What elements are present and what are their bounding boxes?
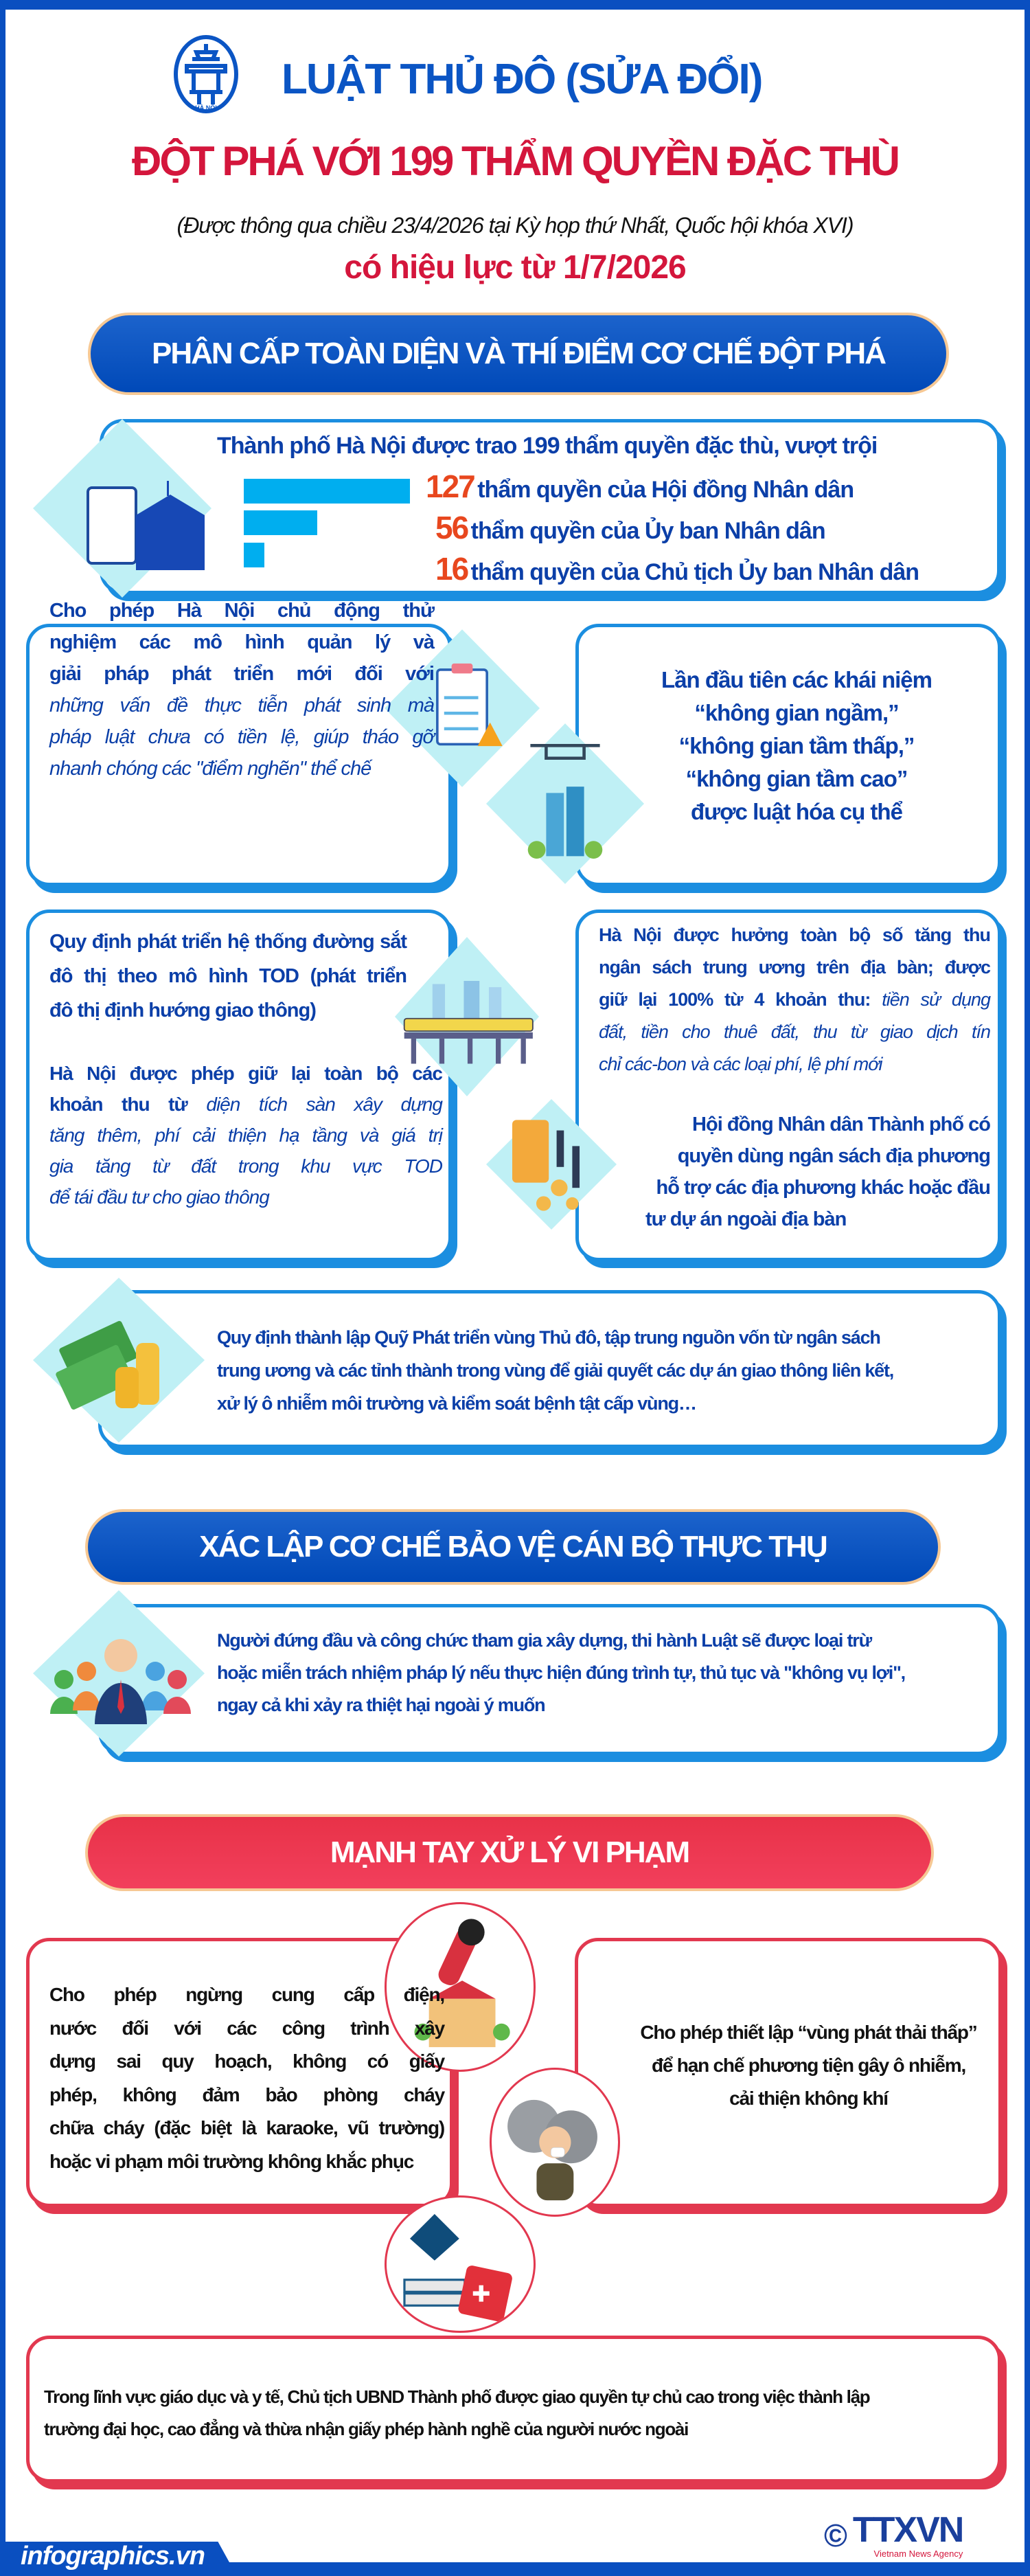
text-segment: khoản thu từ bbox=[49, 1094, 207, 1115]
agency-name: TTXVN bbox=[852, 2510, 963, 2550]
power-row bbox=[426, 511, 989, 552]
space-text bbox=[645, 664, 948, 828]
effective-date: có hiệu lực từ 1/7/2026 bbox=[344, 249, 686, 286]
section-title: PHÂN CẤP TOÀN DIỆN VÀ THÍ ĐIỂM CƠ CHẾ ĐỘT PHÁ bbox=[152, 337, 885, 370]
education-text bbox=[44, 2381, 995, 2445]
text-segment: quyền dùng ngân sách địa phương bbox=[677, 1145, 990, 1167]
tod-revenue-text bbox=[49, 1058, 442, 1212]
text-line bbox=[44, 2413, 995, 2445]
power-count: 127 bbox=[426, 468, 474, 504]
text-line bbox=[599, 1048, 990, 1081]
headline: ĐỘT PHÁ VỚI 199 THẨM QUYỀN ĐẶC THÙ bbox=[132, 138, 898, 184]
section-title: XÁC LẬP CƠ CHẾ BẢO VỆ CÁN BỘ THỰC THỤ bbox=[199, 1530, 827, 1563]
text-segment: giữ lại 100% từ 4 khoản thu: bbox=[599, 989, 882, 1010]
text-line bbox=[618, 1172, 990, 1204]
text-line bbox=[49, 690, 434, 721]
text-line bbox=[217, 1354, 993, 1387]
text-line bbox=[49, 1120, 442, 1151]
text-segment: dựng sai quy hoạch, không có giấy bbox=[49, 2050, 444, 2072]
text-segment: được luật hóa cụ thể bbox=[691, 799, 902, 824]
text-segment: Người đứng đầu và công chức tham gia xây dựng, thi hành Luật sẽ được loại trừ bbox=[217, 1630, 871, 1651]
section-banner-protection bbox=[85, 1509, 941, 1585]
text-line bbox=[49, 595, 434, 626]
bar-hdnd bbox=[244, 479, 410, 504]
text-segment: trường đại học, cao đẳng và thừa nhận giấy phép hành nghề của người nước ngoài bbox=[44, 2419, 689, 2439]
text-line bbox=[49, 1151, 442, 1182]
text-segment: đất, tiền cho thuê đất, thu từ giao dịch tín bbox=[599, 1021, 990, 1042]
text-segment: pháp luật chưa có tiền lệ, giúp tháo gỡ bbox=[49, 726, 434, 748]
education-health-icon bbox=[385, 2195, 536, 2333]
agency-subtitle: Vietnam News Agency bbox=[873, 2549, 963, 2559]
text-line bbox=[618, 1109, 990, 1140]
money-coins-icon bbox=[33, 1278, 205, 1443]
text-segment: hỗ trợ các địa phương khác hoặc đầu bbox=[656, 1177, 990, 1199]
text-line bbox=[625, 2049, 992, 2082]
rules-building-icon bbox=[33, 419, 211, 598]
site-link[interactable]: infographics.vn bbox=[21, 2542, 205, 2571]
text-segment: Quy định phát triển hệ thống đường sắt bbox=[49, 931, 407, 953]
text-line bbox=[49, 626, 434, 658]
text-segment: để hạn chế phương tiện gây ô nhiễm, bbox=[651, 2055, 966, 2076]
text-segment: Cho phép Hà Nội chủ động thử bbox=[49, 600, 434, 622]
text-segment: tăng thêm, phí cải thiện hạ tầng và giá trị bbox=[49, 1125, 442, 1146]
text-line bbox=[49, 925, 407, 959]
power-count: 16 bbox=[435, 551, 468, 587]
text-line bbox=[599, 951, 990, 984]
subtitle: (Được thông qua chiều 23/4/2026 tại Kỳ họp thứ Nhất, Quốc hội khóa XVI) bbox=[176, 213, 854, 238]
power-label: thẩm quyền của Ủy ban Nhân dân bbox=[470, 518, 825, 544]
text-segment: nhanh chóng các "điểm nghẽn" thể chế bbox=[49, 758, 371, 780]
text-line bbox=[49, 753, 434, 784]
air-pollution-icon bbox=[490, 2068, 620, 2217]
tod-text bbox=[49, 925, 407, 1028]
text-line bbox=[49, 721, 434, 753]
text-segment: Lần đầu tiên các khái niệm bbox=[661, 667, 932, 692]
text-line bbox=[217, 1321, 993, 1354]
text-segment: Quy định thành lập Quỹ Phát triển vùng Thủ đô, tập trung nguồn vốn từ ngân sách bbox=[217, 1327, 880, 1348]
text-line bbox=[645, 664, 948, 697]
budget-text bbox=[599, 919, 990, 1081]
text-line bbox=[49, 2045, 444, 2079]
section-title: MẠNH TAY XỬ LÝ VI PHẠM bbox=[330, 1835, 689, 1869]
budget-meeting-icon bbox=[486, 1085, 617, 1243]
power-row bbox=[426, 470, 989, 511]
power-row bbox=[426, 552, 989, 594]
text-segment: nước đối với các công trình xây bbox=[49, 2017, 444, 2039]
text-line bbox=[49, 1089, 442, 1120]
text-line bbox=[217, 1689, 993, 1721]
text-segment: Cho phép ngừng cung cấp điện, bbox=[49, 1984, 444, 2005]
text-line bbox=[49, 959, 407, 993]
text-segment: Hội đồng Nhân dân Thành phố có bbox=[692, 1114, 990, 1136]
text-segment: Hà Nội được hưởng toàn bộ số tăng thu bbox=[599, 925, 990, 945]
text-segment: Cho phép thiết lập “vùng phát thải thấp” bbox=[640, 2022, 977, 2043]
text-line bbox=[618, 1204, 990, 1235]
text-segment: ngay cả khi xảy ra thiệt hại ngoài ý muốn bbox=[217, 1695, 545, 1715]
text-line bbox=[645, 730, 948, 762]
text-line bbox=[645, 795, 948, 828]
text-line bbox=[49, 1058, 442, 1089]
text-line bbox=[217, 1657, 993, 1689]
utilities-text bbox=[49, 1978, 444, 2178]
svg-text:HÀ NỘI: HÀ NỘI bbox=[195, 104, 217, 111]
text-segment: để tái đầu tư cho giao thông bbox=[49, 1186, 269, 1208]
text-segment: gia tăng từ đất trong khu vực TOD bbox=[49, 1155, 442, 1177]
text-line bbox=[49, 993, 407, 1028]
text-line bbox=[49, 2079, 444, 2112]
text-segment: hoặc vi phạm môi trường không khắc phục bbox=[49, 2150, 414, 2172]
council-text bbox=[618, 1109, 990, 1235]
text-segment: xử lý ô nhiễm môi trường và kiểm soát bệnh tật cấp vùng… bbox=[217, 1393, 696, 1414]
fund-text bbox=[217, 1321, 993, 1420]
text-line bbox=[599, 919, 990, 951]
text-line bbox=[49, 1978, 444, 2012]
text-line bbox=[645, 697, 948, 730]
text-segment: trung ương và các tỉnh thành trong vùng để giải quyết các dự án giao thông liên kết, bbox=[217, 1360, 894, 1381]
ttxvn-logo bbox=[824, 2511, 1009, 2559]
text-line bbox=[49, 2145, 444, 2179]
text-segment: giải pháp phát triển mới đối với bbox=[49, 663, 434, 685]
power-label: thẩm quyền của Hội đồng Nhân dân bbox=[477, 477, 854, 503]
text-segment: ngân sách trung ương trên địa bàn; được bbox=[599, 957, 990, 978]
drone-building-icon bbox=[486, 716, 644, 891]
text-line bbox=[49, 2112, 444, 2145]
page-title: LUẬT THỦ ĐÔ (SỬA ĐỔI) bbox=[282, 56, 762, 103]
section-banner-decentralization bbox=[88, 313, 949, 395]
text-line bbox=[217, 1625, 993, 1657]
text-line bbox=[49, 1182, 442, 1212]
bar-ubnd bbox=[244, 510, 317, 535]
text-segment: chữa cháy (đặc biệt là karaoke, vũ trường) bbox=[49, 2117, 444, 2138]
powers-intro: Thành phố Hà Nội được trao 199 thẩm quyền đặc thù, vượt trội bbox=[217, 433, 878, 459]
officials-text bbox=[217, 1625, 993, 1721]
text-line bbox=[645, 762, 948, 795]
text-line bbox=[217, 1387, 993, 1420]
pilot-text bbox=[49, 595, 434, 784]
section-banner-violations bbox=[85, 1814, 934, 1891]
copyright-symbol: © bbox=[824, 2517, 847, 2553]
text-line bbox=[625, 2082, 992, 2115]
emission-text bbox=[625, 2016, 992, 2115]
text-segment: diện tích sàn xây dựng bbox=[206, 1094, 442, 1115]
text-segment: hoặc miễn trách nhiệm pháp lý nếu thực hiện đúng trình tự, thủ tục và "không vụ lợi", bbox=[217, 1662, 905, 1683]
text-segment: “không gian tầm thấp,” bbox=[678, 733, 915, 758]
text-segment: những vấn đề thực tiễn phát sinh mà bbox=[49, 694, 434, 716]
text-line bbox=[49, 2012, 444, 2046]
text-segment: đô thị định hướng giao thông) bbox=[49, 999, 316, 1021]
power-label: thẩm quyền của Chủ tịch Ủy ban Nhân dân bbox=[470, 559, 919, 585]
officials-people-icon bbox=[33, 1590, 205, 1756]
text-line bbox=[44, 2381, 995, 2413]
text-segment: nghiệm các mô hình quản lý và bbox=[49, 631, 434, 653]
text-line bbox=[618, 1140, 990, 1172]
text-line bbox=[625, 2016, 992, 2049]
text-segment: Trong lĩnh vực giáo dục và y tế, Chủ tịch UBND Thành phố được giao quyền tự chủ cao trong việc thành lập bbox=[44, 2386, 870, 2407]
text-segment: Hà Nội được phép giữ lại toàn bộ các bbox=[49, 1063, 442, 1084]
powers-list bbox=[426, 470, 989, 594]
text-line bbox=[599, 984, 990, 1016]
text-segment: “không gian tầm cao” bbox=[685, 766, 908, 791]
text-segment: phép, không đảm bảo phòng cháy bbox=[49, 2083, 444, 2105]
text-segment: đô thị theo mô hình TOD (phát triển bbox=[49, 965, 407, 987]
hanoi-logo-icon bbox=[172, 34, 240, 115]
text-segment: tư dự án ngoài địa bàn bbox=[645, 1208, 847, 1230]
power-count: 56 bbox=[435, 510, 468, 545]
text-segment: “không gian ngầm,” bbox=[694, 700, 899, 725]
text-segment: tiền sử dụng bbox=[882, 989, 990, 1010]
text-segment: cải thiện không khí bbox=[729, 2088, 888, 2109]
bar-chu-tich bbox=[244, 543, 264, 567]
text-line bbox=[599, 1016, 990, 1048]
text-line bbox=[49, 658, 434, 690]
text-segment: chỉ các-bon và các loại phí, lệ phí mới bbox=[599, 1054, 882, 1074]
